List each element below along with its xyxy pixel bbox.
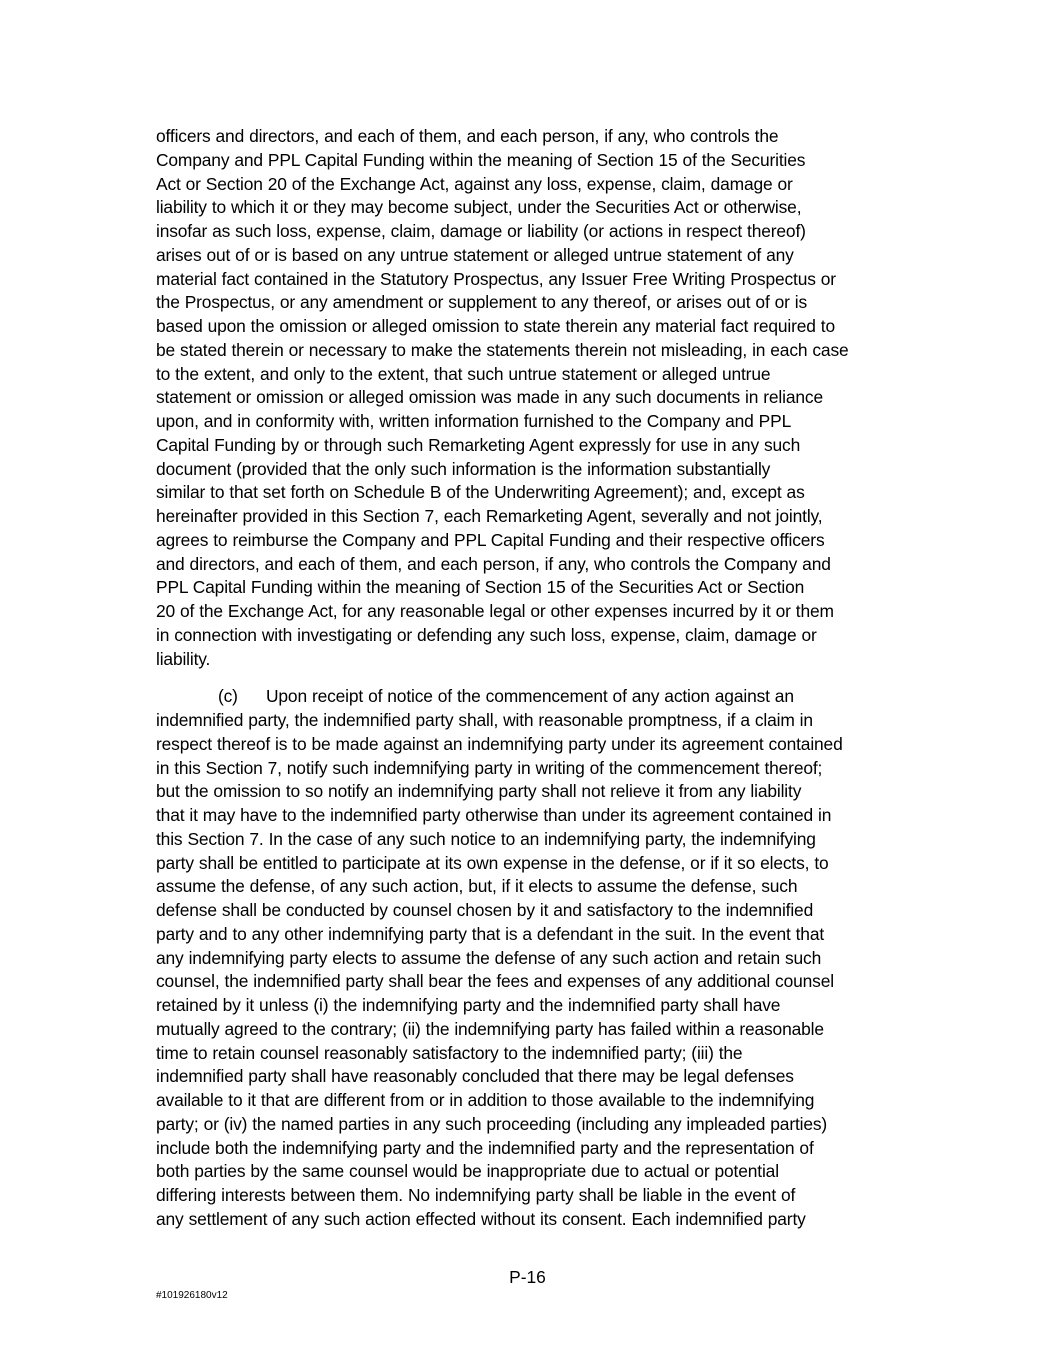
text-line: statement or omission or alleged omission was made in any such documents in reliance [156,387,823,408]
text-line: respect thereof is to be made against an indemnifying party under its agreement contained [156,733,843,754]
text-line: that it may have to the indemnified party otherwise than under its agreement contained in [156,805,832,825]
text-line: the Prospectus, or any amendment or supplement to any thereof, or arises out of or is [156,292,808,313]
text-line: to the extent, and only to the extent, that such untrue statement or alleged untrue [156,363,771,384]
text-line: any settlement of any such action effected without its consent. Each indemnified party [156,1208,806,1229]
text-line: similar to that set forth on Schedule B of the Underwriting Agreement); and, except as [156,482,805,503]
text-line: mutually agreed to the contrary; (ii) the indemnifying party has failed within a reasonable [156,1018,824,1039]
text-line: Upon receipt of notice of the commencement of any action against an [266,686,794,707]
text-line: retained by it unless (i) the indemnifying party and the indemnified party shall have [156,995,781,1015]
paragraph-b-continued [156,125,916,671]
paragraph-c-first-line [156,685,916,709]
text-line: officers and directors, and each of them, and each person, if any, who controls the [156,126,779,146]
text-line: both parties by the same counsel would be inappropriate due to actual or potential [156,1161,779,1182]
text-line: defense shall be conducted by counsel chosen by it and satisfactory to the indemnified [156,900,814,920]
text-line: party and to any other indemnifying party that is a defendant in the suit. In the event that [156,923,825,944]
text-line: hereinafter provided in this Section 7, each Remarketing Agent, severally and not jointly, [156,506,823,526]
text-line: agrees to reimburse the Company and PPL Capital Funding and their respective officers [156,529,825,550]
text-line: time to retain counsel reasonably satisfactory to the indemnified party; (iii) the [156,1042,743,1063]
paragraph-c [156,685,916,1231]
text-line: Company and PPL Capital Funding within the meaning of Section 15 of the Securities [156,149,806,170]
text-line: document (provided that the only such information is the information substantially [156,458,771,479]
page-number: P-16 [509,1267,546,1287]
text-line: party shall be entitled to participate at its own expense in the defense, or if it so elects, to [156,852,829,873]
text-line: 20 of the Exchange Act, for any reasonable legal or other expenses incurred by it or them [156,601,834,621]
paragraph-c-label: (c) [218,686,238,707]
text-line: include both the indemnifying party and the indemnified party and the representation of [156,1137,814,1158]
text-line: material fact contained in the Statutory Prospectus, any Issuer Free Writing Prospectus or [156,268,836,289]
text-line: insofar as such loss, expense, claim, damage or liability (or actions in respect thereof) [156,221,806,241]
text-line: Capital Funding by or through such Remarketing Agent expressly for use in any such [156,434,801,455]
text-line: any indemnifying party elects to assume the defense of any such action and retain such [156,947,822,968]
text-line: indemnified party, the indemnified party shall, with reasonable promptness, if a claim in [156,710,813,730]
text-line: be stated therein or necessary to make the statements therein not misleading, in each case [156,339,849,360]
text-line: liability to which it or they may become subject, under the Securities Act or otherwise, [156,197,802,218]
text-line: upon, and in conformity with, written information furnished to the Company and PPL [156,411,792,431]
text-line: liability. [156,648,211,669]
text-line: and directors, and each of them, and each person, if any, who controls the Company and [156,553,831,574]
text-line: indemnified party shall have reasonably concluded that there may be legal defenses [156,1066,794,1087]
text-line: in this Section 7, notify such indemnifying party in writing of the commencement thereof; [156,757,823,778]
text-line: differing interests between them. No indemnifying party shall be liable in the event of [156,1185,796,1205]
body-text [156,125,916,1232]
text-line: party; or (iv) the named parties in any such proceeding (including any impleaded parties) [156,1113,828,1134]
text-line: PPL Capital Funding within the meaning of Section 15 of the Securities Act or Section [156,577,805,598]
paragraph-gap [156,671,916,685]
text-line: based upon the omission or alleged omission to state therein any material fact required to [156,316,835,336]
text-line: this Section 7. In the case of any such notice to an indemnifying party, the indemnifying [156,828,816,849]
document-id: #101926180v12 [156,1290,228,1301]
text-line: counsel, the indemnified party shall bear the fees and expenses of any additional counsel [156,971,834,992]
text-line: in connection with investigating or defending any such loss, expense, claim, damage or [156,624,817,645]
text-line: Act or Section 20 of the Exchange Act, against any loss, expense, claim, damage or [156,173,793,194]
text-line: assume the defense, of any such action, but, if it elects to assume the defense, such [156,876,798,897]
text-line: available to it that are different from or in addition to those available to the indemnifying [156,1090,815,1110]
text-line: arises out of or is based on any untrue statement or alleged untrue statement of any [156,244,794,265]
text-line: but the omission to so notify an indemnifying party shall not relieve it from any liability [156,781,802,802]
